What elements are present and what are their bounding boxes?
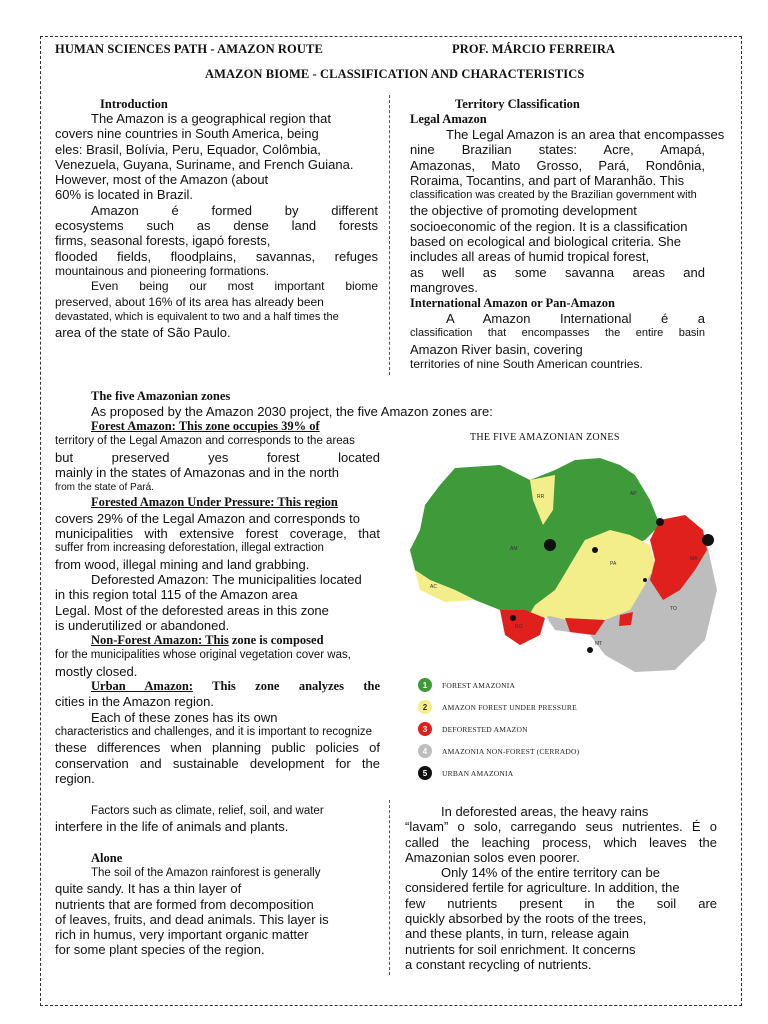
- nonforest-amazon-title-rest: zone is composed: [228, 633, 324, 648]
- intl-line: Amazon River basin, covering: [410, 341, 583, 357]
- legal-line: includes all areas of humid tropical forest,: [410, 249, 650, 265]
- legal-line: Amazonas, Mato Grosso, Pará, Rondônia,: [410, 157, 705, 173]
- legal-line: as well as some savanna areas and: [410, 264, 705, 280]
- legend-label: AMAZONIA NON-FOREST (CERRADO): [442, 746, 580, 756]
- alone-heading: Alone: [91, 851, 123, 865]
- factors-text: [55, 804, 380, 835]
- urban-amazon-title: Urban Amazon:: [91, 679, 194, 694]
- legend-item-urban: [418, 763, 513, 783]
- forest-line: territory of the Legal Amazon and corresponds to the areas: [55, 435, 355, 448]
- forest-line: mainly in the states of Amazonas and in the north: [55, 464, 340, 480]
- intro-line: area of the state of São Paulo.: [55, 325, 231, 341]
- legal-line: mangroves.: [410, 279, 478, 295]
- zones-heading: The five Amazonian zones: [91, 389, 231, 403]
- forest-line: from the state of Pará.: [55, 482, 154, 494]
- soil-line: considered fertile for agriculture. In addition, the: [405, 880, 680, 896]
- deforested-line: is underutilized or abandoned.: [55, 617, 230, 633]
- alone-line: quite sandy. It has a thin layer of: [55, 881, 242, 897]
- state-label: MT: [595, 641, 603, 647]
- state-label: RR: [537, 494, 545, 500]
- urban-line: conservation and sustainable development for the: [55, 755, 380, 771]
- legend-item-nonforest: [418, 741, 579, 761]
- pressure-line: suffer from increasing deforestation, illegal extraction: [55, 542, 324, 555]
- amazon-zones-map: [405, 440, 723, 675]
- map-title: THE FIVE AMAZONIAN ZONES: [470, 432, 620, 443]
- legal-line: nine Brazilian states: Acre, Amapá,: [410, 142, 705, 158]
- legend-label: FOREST AMAZONIA: [442, 680, 516, 690]
- urban-line: cities in the Amazon region.: [55, 694, 214, 710]
- legal-line: classification was created by the Brazilian government with: [410, 189, 697, 202]
- state-label: PA: [610, 561, 617, 567]
- course-title: HUMAN SCIENCES PATH - AMAZON ROUTE: [55, 42, 323, 56]
- legend-label: URBAN AMAZONIA: [442, 768, 514, 778]
- pressure-line: covers 29% of the Legal Amazon and corresponds to: [55, 510, 360, 526]
- zones-intro: As proposed by the Amazon 2030 project, the five Amazon zones are:: [91, 404, 493, 419]
- pressure-amazon-title: Forested Amazon Under Pressure: This region: [91, 495, 338, 510]
- soil-line: few nutrients present in the soil are: [405, 895, 717, 911]
- pressure-line: municipalities with extensive forest coverage, that: [55, 526, 380, 542]
- intro-line: firms, seasonal forests, igapó forests,: [55, 233, 271, 249]
- legal-amazon-text: [410, 127, 725, 295]
- alone-line: nutrients that are formed from decomposition: [55, 896, 314, 912]
- intro-line: devastated, which is equivalent to two and a half times the: [55, 310, 339, 323]
- column-divider-top: [389, 95, 391, 375]
- nonforest-line: for the municipalities whose original vegetation cover was,: [55, 649, 351, 662]
- intl-amazon-heading: International Amazon or Pan-Amazon: [410, 296, 615, 310]
- legal-line: Roraima, Tocantins, and part of Maranhão. This: [410, 172, 685, 188]
- intro-text: [55, 111, 378, 340]
- legend-badge: 1: [418, 678, 432, 692]
- legal-line: socioeconomic of the region. It is a classification: [410, 218, 688, 234]
- intro-heading: Introduction: [100, 97, 168, 111]
- legend-label: DEFORESTED AMAZON: [442, 724, 528, 734]
- intro-line: ecosystems such as dense land forests: [55, 218, 378, 234]
- state-label: TO: [670, 606, 677, 612]
- state-label: AP: [630, 491, 637, 497]
- soil-line: a constant recycling of nutrients.: [405, 956, 592, 972]
- soil-line: Only 14% of the entire territory can be: [441, 865, 660, 881]
- nonforest-line: mostly closed.: [55, 663, 138, 679]
- soil-line: quickly absorbed by the roots of the trees,: [405, 911, 647, 927]
- intro-line: eles: Brasil, Bolívia, Peru, Equador, Colômbia,: [55, 141, 321, 157]
- alone-line: rich in humus, very important organic matter: [55, 927, 309, 943]
- legal-line: based on ecological and biological criteria. She: [410, 234, 682, 250]
- intl-line: A Amazon International é a: [446, 311, 705, 326]
- intro-line: mountainous and pioneering formations.: [55, 263, 270, 278]
- factors-line: interfere in the life of animals and plants.: [55, 819, 289, 835]
- document-title: AMAZON BIOME - CLASSIFICATION AND CHARACTERISTICS: [205, 67, 585, 81]
- soil-line: called the leaching process, which leaves the: [405, 834, 717, 850]
- legend-item-pressure: [418, 697, 577, 717]
- intro-line: The Amazon is a geographical region that: [91, 111, 331, 126]
- legal-line: the objective of promoting development: [410, 203, 637, 219]
- urban-line: region.: [55, 770, 95, 786]
- alone-line: of leaves, fruits, and dead animals. This layer is: [55, 911, 329, 927]
- urban-line: characteristics and challenges, and it is important to recognize: [55, 725, 373, 738]
- soil-line: nutrients for soil enrichment. It concerns: [405, 941, 636, 957]
- intro-line: However, most of the Amazon (about: [55, 172, 269, 188]
- intro-line: Amazon é formed by different: [91, 202, 378, 218]
- legend-item-deforested: [418, 719, 528, 739]
- deforested-line: Legal. Most of the deforested areas in this zone: [55, 602, 329, 618]
- deforested-line: in this region total 115 of the Amazon area: [55, 587, 298, 603]
- intro-line: preserved, about 16% of its area has already been: [55, 294, 324, 309]
- state-label: RO: [515, 624, 523, 630]
- intro-line: covers nine countries in South America, being: [55, 126, 319, 142]
- zones-text: [55, 419, 380, 786]
- legend-badge: 5: [418, 766, 432, 780]
- soil-line: “lavam” o solo, carregando seus nutrientes. É o: [405, 819, 717, 835]
- factors-line: Factors such as climate, relief, soil, and water: [91, 805, 324, 817]
- alone-line: The soil of the Amazon rainforest is generally: [91, 867, 321, 879]
- intro-line: flooded fields, floodplains, savannas, refuges: [55, 248, 378, 264]
- deforested-soil-text: [405, 804, 717, 972]
- legend-badge: 2: [418, 700, 432, 714]
- soil-line: and these plants, in turn, release again: [405, 926, 630, 942]
- alone-line: for some plant species of the region.: [55, 942, 265, 958]
- deforested-line: Deforested Amazon: The municipalities located: [91, 571, 362, 587]
- urban-line: Each of these zones has its own: [91, 709, 278, 725]
- column-divider-bottom: [389, 800, 391, 975]
- alone-text: [55, 866, 380, 958]
- soil-line: In deforested areas, the heavy rains: [441, 804, 649, 819]
- state-label: AM: [510, 546, 518, 552]
- urban-amazon-title-rest: This zone analyzes the: [193, 679, 380, 694]
- state-label: AC: [430, 584, 437, 590]
- legal-line: The Legal Amazon is an area that encompasses: [446, 127, 725, 142]
- urban-line: these differences when planning public policies of: [55, 740, 380, 756]
- forest-amazon-title: Forest Amazon: This zone occupies 39% of: [91, 419, 320, 433]
- intro-line: Even being our most important biome: [91, 279, 378, 294]
- legend-label: AMAZON FOREST UNDER PRESSURE: [442, 702, 577, 712]
- intro-line: Venezuela, Guyana, Suriname, and French Guiana.: [55, 156, 354, 172]
- intl-line: classification that encompasses the entire basin: [410, 327, 705, 340]
- legend-badge: 3: [418, 722, 432, 736]
- intro-line: 60% is located in Brazil.: [55, 187, 194, 203]
- intl-amazon-text: [410, 311, 705, 372]
- forest-line: but preserved yes forest located: [55, 449, 380, 465]
- legend-badge: 4: [418, 744, 432, 758]
- nonforest-amazon-title: Non-Forest Amazon: This: [91, 633, 229, 648]
- legend-item-forest: [418, 675, 515, 695]
- intl-line: territories of nine South American countries.: [410, 356, 643, 371]
- soil-line: Amazonian solos even poorer.: [405, 849, 580, 865]
- legal-amazon-heading: Legal Amazon: [410, 112, 487, 126]
- pressure-line: from wood, illegal mining and land grabbing.: [55, 556, 310, 572]
- territory-heading: Territory Classification: [455, 97, 580, 111]
- state-label: MA: [690, 556, 698, 562]
- teacher-name: PROF. MÁRCIO FERREIRA: [452, 42, 616, 56]
